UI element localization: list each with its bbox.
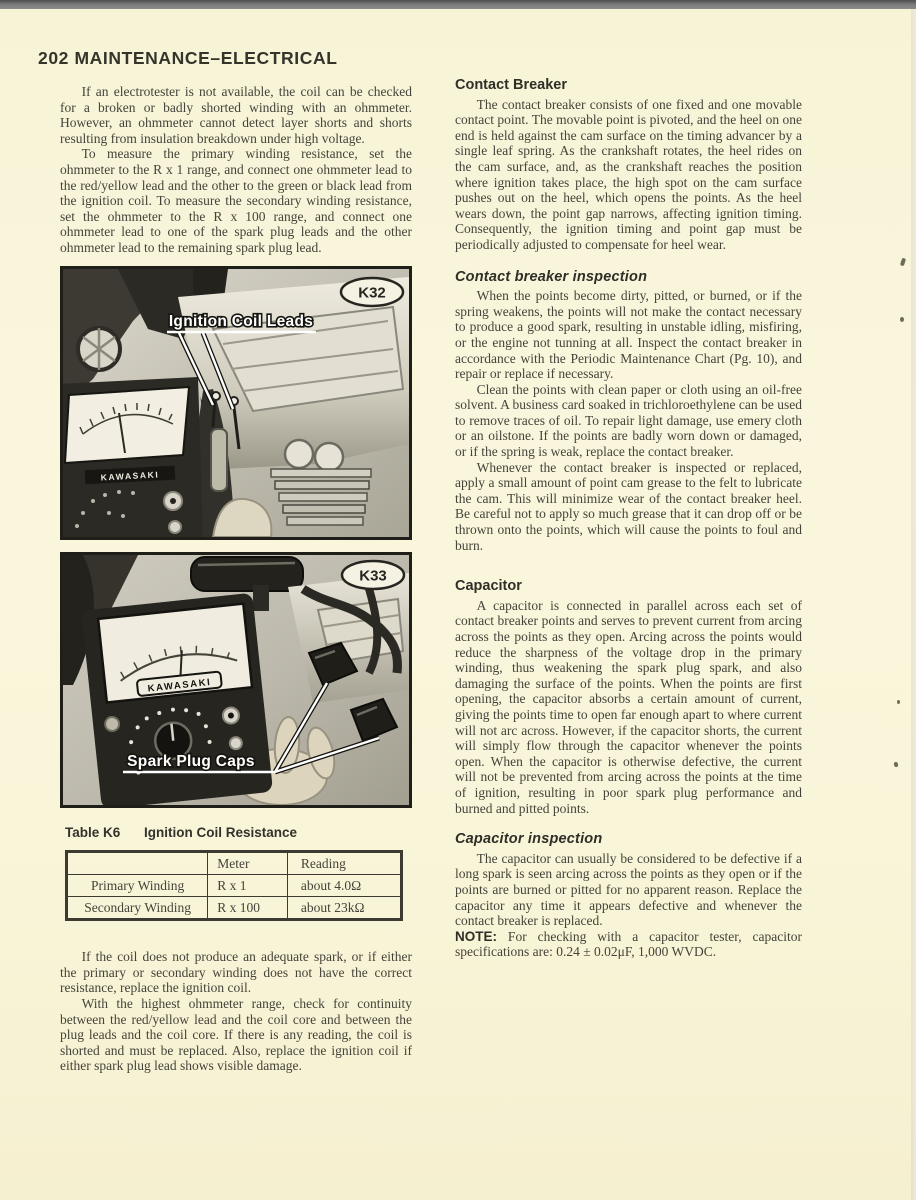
ohmmeter [63,377,203,537]
table-title: Ignition Coil Resistance [144,824,298,840]
meter-brand-label: KAWASAKI [100,468,160,483]
subsection-heading-capacitor-inspection: Capacitor inspection [455,831,603,848]
scan-top-bar [0,0,916,9]
table-row [67,875,402,897]
figure-id: K32 [358,284,386,302]
right-column [455,78,802,960]
figure-k33-illustration [63,555,409,805]
figure-k32-photo [60,266,412,540]
dust-speck [897,700,900,704]
meter-brand-label: KAWASAKI [147,676,212,695]
figure-k33-photo [60,552,412,808]
figure-k32-badge [341,278,403,306]
figure-id: K33 [359,567,387,585]
dust-speck [900,317,904,322]
page-right-edge [911,9,916,1200]
paragraph: To measure the primary winding resistance, set the ohmmeter to the R x 1 range, and connect one ohmmeter lead to the red/yellow lead and the other to the green or black lead from the ignition coil. To measure the secondary winding resistance, set the ohmmeter to the R x 100 range, and connect one ohmmeter lead to one of the spark plug leads and the other ohmmeter lead to the remaining spark plug lead. [60,146,412,255]
cell-meter: R x 100 [208,897,288,920]
header-reading: Reading [287,852,401,875]
left-column [60,84,412,1074]
paragraph: With the highest ohmmeter range, check for continuity between the red/yellow lead and the coil core and between the plug leads and the coil core. If there is any reading, the coil is shorted and must be replaced. Also, replace the ignition coil if either spark plug lead shows visible damage. [60,995,412,1074]
ignition-coil-resistance-table [65,850,403,921]
paragraph: Clean the points with clean paper or cloth using an oil-free solvent. A business card soaked in trichloroethylene can be used to remove traces of oil. To repair light damage, use emery cloth or an oilstone. If the points are badly worn down or damaged, or if the spring is weak, replace the contact breaker. [455,381,802,460]
probe [211,429,227,491]
figure-k33-callout: Spark Plug Caps [127,752,255,770]
cell-item: Primary Winding [67,875,208,897]
figure-k33-badge [342,561,404,589]
dust-speck [894,762,899,768]
paragraph: Whenever the contact breaker is inspected or replaced, apply a small amount of point cam grease to the felt to lubricate the cam. This will minimize wear of the contact breaker heel. Be careful not to apply so much grease that it can drop off or be thrown onto the points, which will cause the points to foul and burn. [455,459,802,553]
exhaust-boss [315,443,343,471]
note-label: NOTE: [455,928,497,944]
figure-k32-illustration [63,269,409,537]
section-heading-contact-breaker: Contact Breaker [455,77,568,93]
paragraph: A capacitor is connected in parallel across each set of contact breaker points and serves to prevent current from arcing across the points as they open. Arcing across the points would reduce the sharpness of the voltage drop in the primary winding, thus weakening the spark plug spark, and also damaging the surface of the points. When the points are first opening, the capacitor absorbs a certain amount of current, giving the points time to open far enough apart to where current will not arc across. However, if the capacitor shorts, the current will simply flow through the capacitor whenever the points open. When the capacitor is otherwise defective, the current will not be prevented from arcing across the points at the time of ignition, resulting in poor spark plug performance and burned and pitted points. [455,597,802,816]
table-row [67,897,402,920]
meter-face [65,387,189,463]
header-blank [67,852,208,875]
note-paragraph [455,929,802,960]
paragraph: The capacitor can usually be considered to be defective if a long spark is seen arcing across the points as they open or if the points are burned or pitted for no apparent reason. Replace the capacitor any time it appears defective and whenever the contact breaker is replaced. [455,850,802,929]
cell-meter: R x 1 [208,875,288,897]
table-caption [65,825,412,841]
subsection-heading-contact-breaker-inspection: Contact breaker inspection [455,268,648,285]
cell-item: Secondary Winding [67,897,208,920]
section-heading-capacitor: Capacitor [455,578,522,595]
paragraph: The contact breaker consists of one fixed and one movable contact point. The movable point is pivoted, and the heel on one end is held against the cam surface on the timing advancer by a single leaf spring. As the crankshaft rotates, the heel rides on the cam surface, and, as the crankshaft reaches the position where ignition takes place, the high spot on the cam surface pushes out on the heel, which opens the points. As the heel wears down, the point gap narrows, affecting ignition timing. Consequently, the ignition timing and point gap must be periodically adjusted to compensate for heel wear. [455,96,802,252]
page-title: 202 MAINTENANCE–ELECTRICAL [38,48,338,68]
cell-reading: about 23kΩ [287,897,401,920]
paragraph: When the points become dirty, pitted, or burned, or if the spring weakens, the points will not make the contact necessary to produce a good spark, resulting in unstable idling, misfiring, or the engine not tunning at all. Inspect the contact breaker in accordance with the Periodic Maintenance Chart (Pg. 10), and repair or replace if necessary. [455,288,802,382]
paragraph: If an electrotester is not available, the coil can be checked for a broken or badly shorted winding with an ohmmeter. However, an ohmmeter cannot detect layer shorts and shorts resulting from insulation breakdown under high voltage. [60,84,412,146]
header-meter: Meter [208,852,288,875]
table-header-row [67,852,402,875]
cell-reading: about 4.0Ω [287,875,401,897]
figure-k32-callout: Ignition Coil Leads [168,312,314,330]
paragraph: If the coil does not produce an adequate spark, or if either the primary or secondary winding does not have the correct resistance, replace the ignition coil. [60,949,412,996]
note-text: For checking with a capacitor tester, capacitor specifications are: 0.24 ± 0.02μF, 1,000 WVDC. [455,928,802,960]
table-number: Table K6 [65,824,121,840]
dust-speck [900,258,906,267]
exhaust-boss [285,440,313,468]
